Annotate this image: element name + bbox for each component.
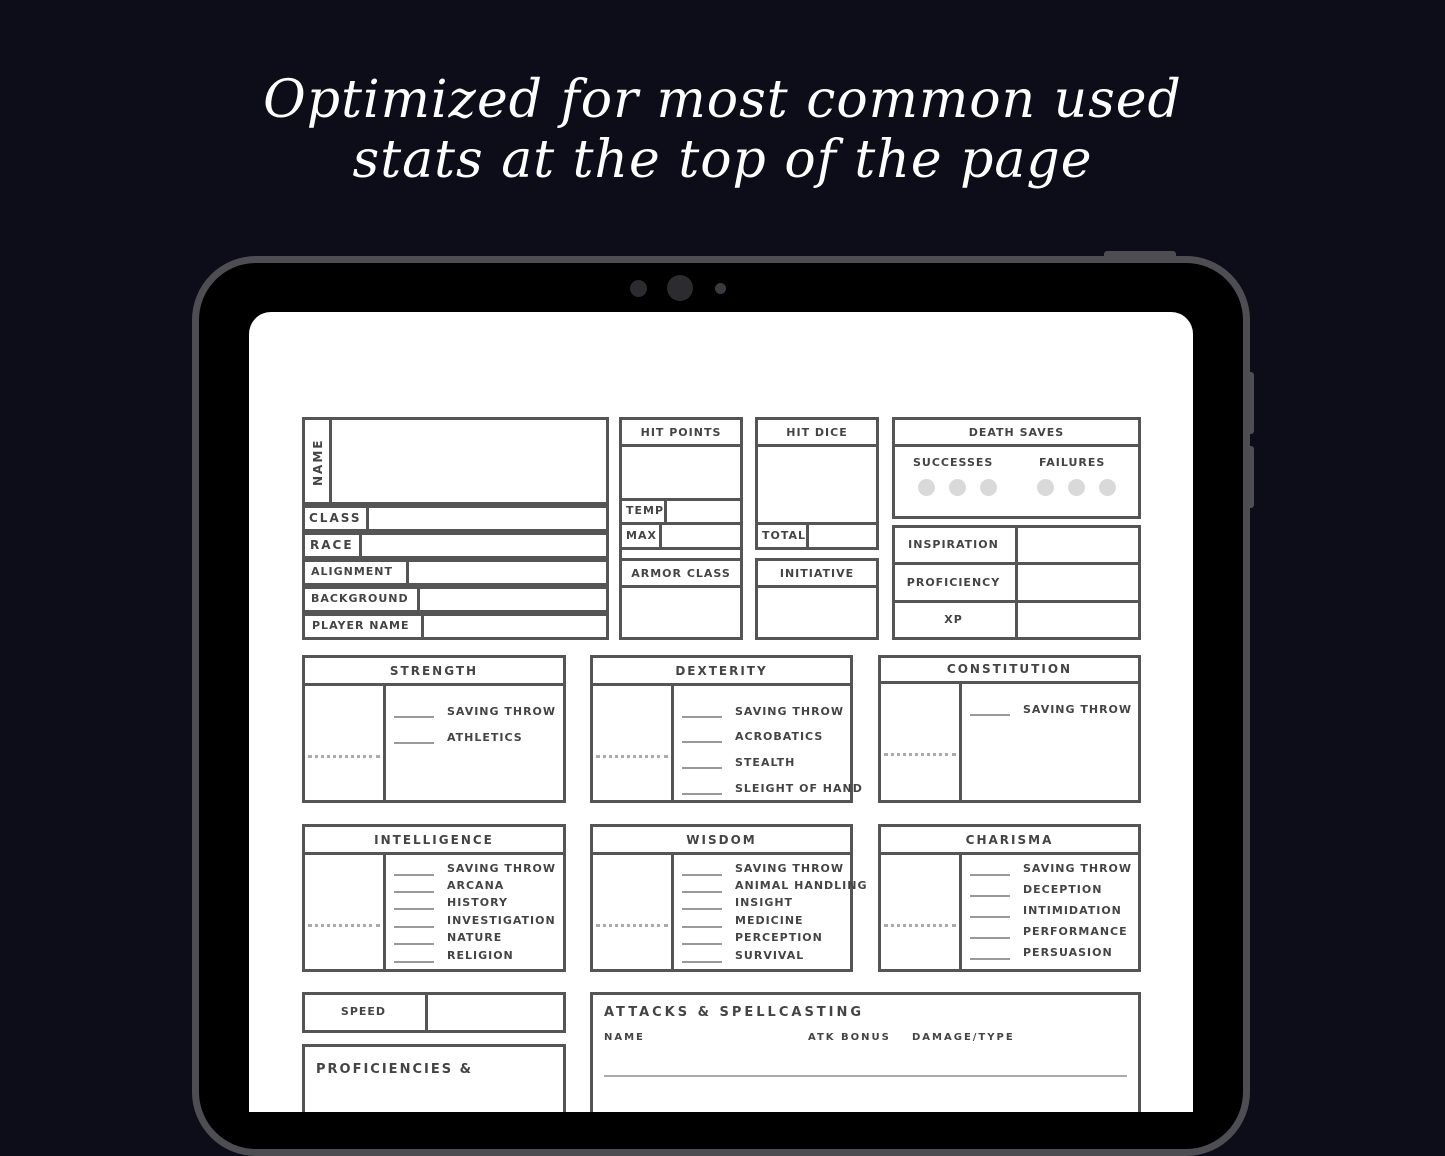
player-name-label: PLAYER NAME	[312, 619, 410, 632]
skill-label: ATHLETICS	[447, 731, 523, 744]
tablet-screen	[249, 312, 1193, 1112]
skill-label: MEDICINE	[735, 914, 804, 927]
skill-label: ARCANA	[447, 879, 505, 892]
name-label: NAME	[311, 438, 325, 486]
skill-label: HISTORY	[447, 896, 508, 909]
light-sensor-icon	[715, 283, 726, 294]
success-circle-icon[interactable]	[980, 479, 997, 496]
skill-label: INVESTIGATION	[447, 914, 556, 927]
skill-label: INSIGHT	[735, 896, 794, 909]
proficiency-label: PROFICIENCY	[906, 576, 1001, 589]
ability-modifier[interactable]	[308, 755, 380, 758]
failure-circle-icon[interactable]	[1099, 479, 1116, 496]
attack-row-line[interactable]	[604, 1075, 1127, 1077]
headline-line-1: Optimized for most common used	[263, 70, 1182, 130]
skill-label: PERCEPTION	[735, 931, 823, 944]
failure-circle-icon[interactable]	[1037, 479, 1054, 496]
ability-title: CHARISMA	[965, 833, 1054, 847]
failure-circle-icon[interactable]	[1068, 479, 1085, 496]
death-saves-title: DEATH SAVES	[968, 426, 1065, 439]
inspiration-label: INSPIRATION	[908, 538, 999, 551]
ability-modifier[interactable]	[596, 755, 668, 758]
hit-dice-input[interactable]	[761, 450, 873, 520]
sensor-icon	[630, 280, 647, 297]
proficiencies-box[interactable]	[302, 1044, 566, 1112]
camera-icon	[667, 275, 693, 301]
successes-label: SUCCESSES	[913, 456, 994, 469]
skill-label: STEALTH	[735, 756, 796, 769]
skill-label: DECEPTION	[1023, 883, 1103, 896]
ability-title: CONSTITUTION	[946, 662, 1073, 676]
hit-points-input[interactable]	[625, 450, 737, 498]
hit-points-title: HIT POINTS	[640, 426, 722, 439]
headline-line-2: stats at the top of the page	[352, 130, 1093, 190]
attacks-title: ATTACKS & SPELLCASTING	[604, 1005, 865, 1020]
skill-label: SAVING THROW	[735, 862, 845, 875]
temp-label: TEMP	[626, 504, 665, 517]
hit-dice-title: HIT DICE	[786, 426, 848, 439]
ability-modifier[interactable]	[308, 924, 380, 927]
proficiencies-title: PROFICIENCIES &	[316, 1062, 473, 1077]
skill-label: PERSUASION	[1023, 946, 1113, 959]
attacks-col-bonus: ATK BONUS	[808, 1032, 891, 1043]
initiative-title: INITIATIVE	[779, 567, 855, 580]
attacks-col-name: NAME	[604, 1032, 645, 1043]
skill-label: SLEIGHT OF HAND	[735, 782, 863, 795]
race-label: RACE	[310, 538, 354, 552]
skill-label: SAVING THROW	[447, 705, 557, 718]
ability-title: STRENGTH	[389, 664, 479, 678]
ability-constitution	[878, 655, 1141, 803]
ability-title: DEXTERITY	[675, 664, 768, 678]
inspiration-input[interactable]	[1021, 531, 1135, 559]
skill-label: SAVING THROW	[1023, 862, 1133, 875]
skill-label: ACROBATICS	[735, 730, 824, 743]
max-label: MAX	[626, 529, 657, 542]
skill-label: SAVING THROW	[735, 705, 845, 718]
skill-label: SURVIVAL	[735, 949, 805, 962]
character-sheet	[249, 312, 1193, 1112]
speed-label: SPEED	[340, 1005, 387, 1018]
skill-label: SAVING THROW	[447, 862, 557, 875]
failures-label: FAILURES	[1039, 456, 1106, 469]
headline	[0, 70, 1445, 190]
success-circle-icon[interactable]	[949, 479, 966, 496]
success-circle-icon[interactable]	[918, 479, 935, 496]
ability-modifier[interactable]	[596, 924, 668, 927]
background-label: BACKGROUND	[311, 592, 409, 605]
xp-label: XP	[944, 613, 963, 626]
attacks-col-damage: DAMAGE/TYPE	[912, 1032, 1015, 1043]
alignment-label: ALIGNMENT	[311, 565, 394, 578]
total-label: TOTAL	[762, 529, 807, 542]
ability-title: INTELLIGENCE	[374, 833, 494, 847]
skill-label: ANIMAL HANDLING	[735, 879, 868, 892]
skill-label: PERFORMANCE	[1023, 925, 1128, 938]
name-input[interactable]	[358, 423, 602, 499]
class-label: CLASS	[309, 511, 362, 525]
ability-title: WISDOM	[686, 833, 757, 847]
ability-modifier[interactable]	[884, 753, 956, 756]
proficiency-input[interactable]	[1021, 568, 1135, 597]
skill-label: INTIMIDATION	[1023, 904, 1122, 917]
skill-label: RELIGION	[447, 949, 514, 962]
xp-input[interactable]	[1021, 606, 1135, 634]
skill-label: NATURE	[447, 931, 503, 944]
ability-modifier[interactable]	[884, 924, 956, 927]
armor-class-title: ARMOR CLASS	[631, 567, 731, 580]
skill-label: SAVING THROW	[1023, 703, 1133, 716]
